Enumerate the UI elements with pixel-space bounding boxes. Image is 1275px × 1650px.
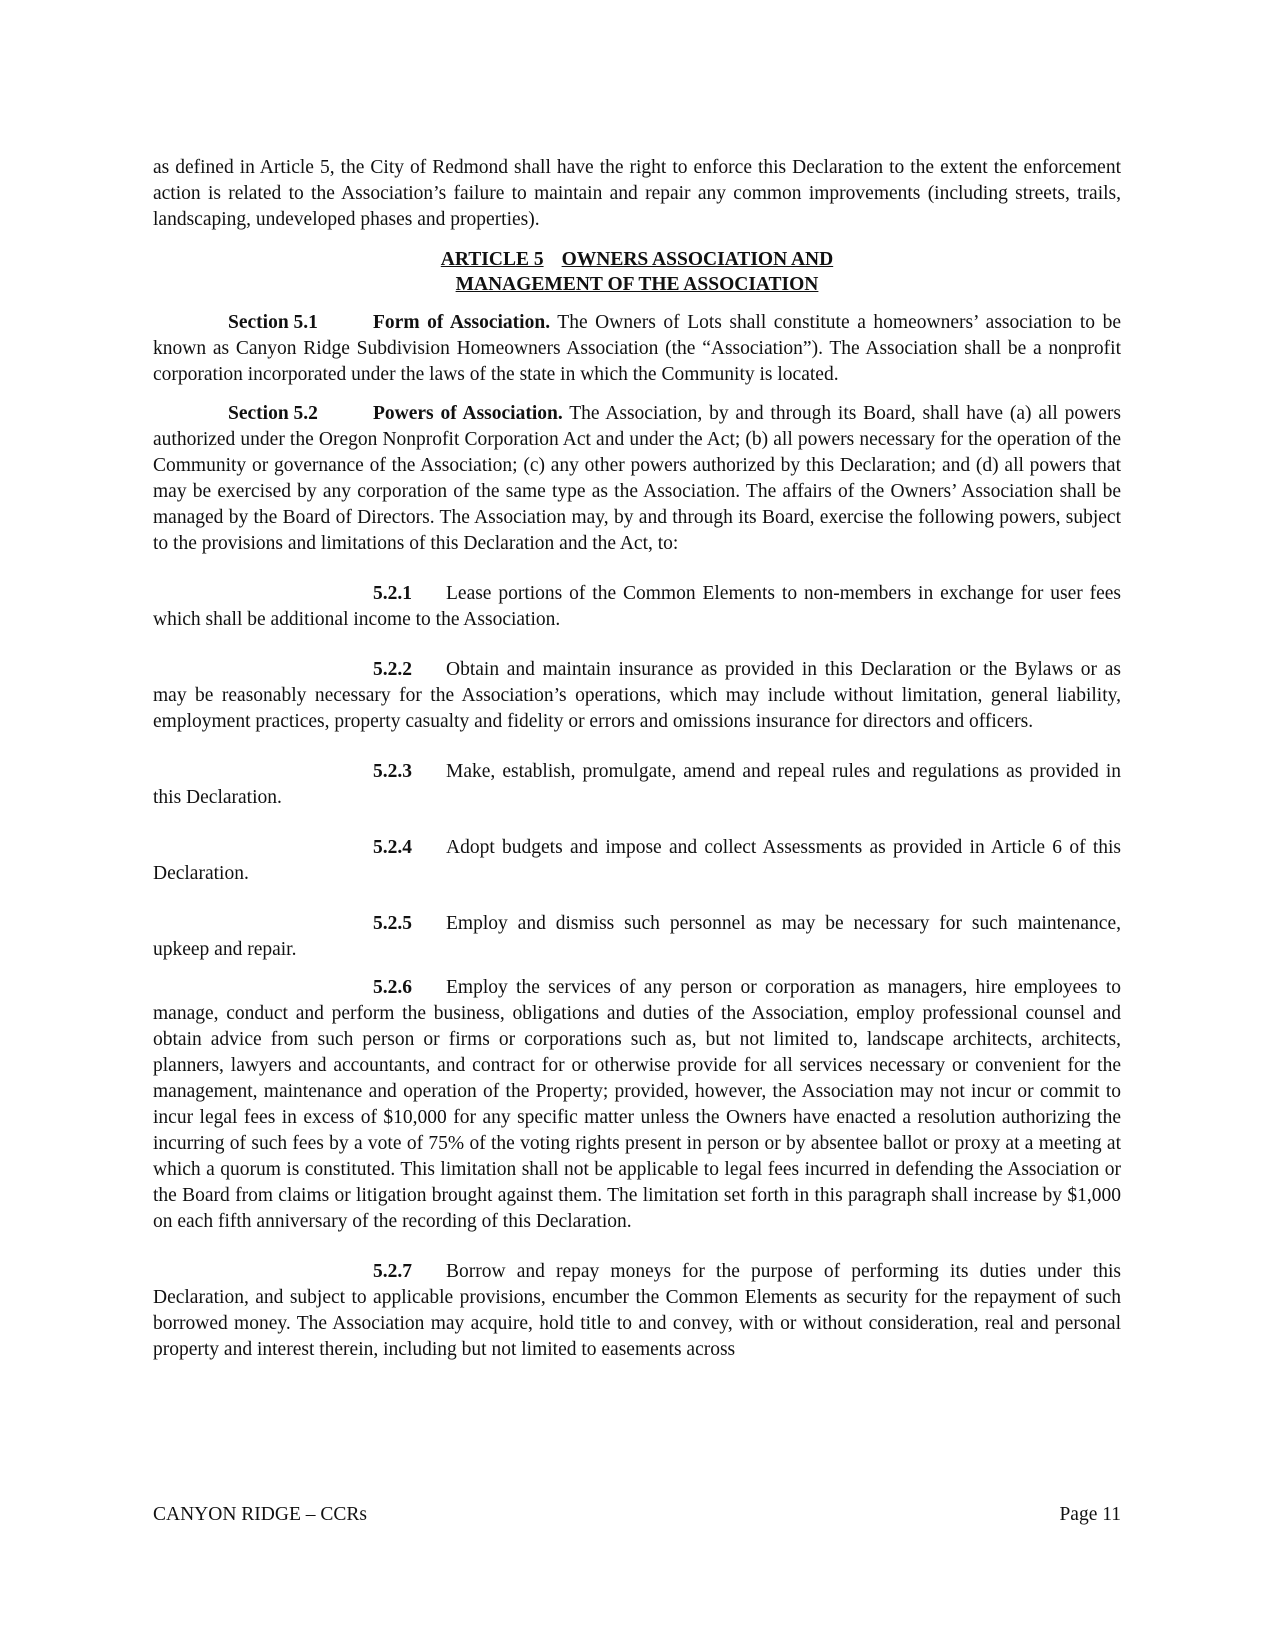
subsection-number: 5.2.2 (373, 659, 412, 680)
section-text: The Owners of Lots shall constitute a homeowners’ association to be known as Canyon Ridge Subdivision Homeowners Association (the “Association”). The Association shall be a nonprofit corporation incorporated under the laws of the state in which the Community is located. (153, 312, 1122, 385)
subsection-text: Employ and dismiss such personnel as may be necessary for such maintenance, upkeep and repair. (153, 913, 1121, 960)
subsection-text: Obtain and maintain insurance as provided in this Declaration or the Bylaws or as may be reasonably necessary for the Association’s operations, which may include without limitation, general liability, employment practices, property casualty and fidelity or errors and omissions insurance for directors and officers. (153, 659, 1121, 732)
section-number: Section 5.1 (228, 312, 318, 333)
section-paragraph (153, 401, 1121, 557)
subsection-text: Borrow and repay moneys for the purpose of performing its duties under this Declaration, and subject to applicable provisions, encumber the Common Elements as security for the repayment of such borrowed money. The Association may acquire, hold title to and convey, with or without consideration, real and personal property and interest therein, including but not limited to easements across (153, 1261, 1121, 1360)
subsection-text: Make, establish, promulgate, amend and repeal rules and regulations as provided in this Declaration. (153, 761, 1121, 808)
article-label: ARTICLE 5 (440, 249, 544, 270)
section-title: Form of Association. (373, 312, 551, 333)
footer-page-number: Page 11 (1059, 1504, 1121, 1525)
document-page (153, 155, 1121, 1363)
footer-document-name: CANYON RIDGE – CCRs (153, 1504, 367, 1525)
subsection-number: 5.2.4 (373, 837, 412, 858)
subsection-number: 5.2.3 (373, 761, 412, 782)
subsection-paragraph (153, 975, 1121, 1235)
subsection-paragraph (153, 1259, 1121, 1363)
subsection-text: Adopt budgets and impose and collect Assessments as provided in Article 6 of this Declaration. (153, 837, 1121, 884)
subsection-number: 5.2.7 (373, 1261, 412, 1282)
subsection-paragraph (153, 657, 1121, 735)
subsection-paragraph (153, 759, 1121, 811)
subsection-text: Lease portions of the Common Elements to non-members in exchange for user fees which shall be additional income to the Association. (153, 583, 1121, 630)
section-number: Section 5.2 (228, 403, 318, 424)
subsection-text: Employ the services of any person or corporation as managers, hire employees to manage, conduct and perform the business, obligations and duties of the Association, employ professional counsel and obtain advice from such person or firms or corporations such as, but not limited to, landscape architects, architects, planners, lawyers and accountants, and contract for or otherwise provide for all services necessary or convenient for the management, maintenance and operation of the Property; provided, however, the Association may not incur or commit to incur legal fees in excess of $10,000 for any specific matter unless the Owners have enacted a resolution authorizing the incurring of such fees by a vote of 75% of the voting rights present in person or by absentee ballot or proxy at a meeting at which a quorum is constituted. This limitation shall not be applicable to legal fees incurred in defending the Association or the Board from claims or litigation brought against them. The limitation set forth in this paragraph shall increase by $1,000 on each fifth anniversary of the recording of this Declaration. (153, 977, 1121, 1232)
article-title-line2: MANAGEMENT OF THE ASSOCIATION (455, 274, 819, 295)
article-heading-line1 (153, 247, 1121, 272)
top-paragraph: as defined in Article 5, the City of Redmond shall have the right to enforce this Declaration to the extent the enforcement action is related to the Association’s failure to maintain and repair any common improvements (including streets, trails, landscaping, undeveloped phases and properties). (153, 157, 1121, 230)
section-title: Powers of Association. (373, 403, 563, 424)
subsection-paragraph (153, 911, 1121, 963)
page-footer (153, 1502, 1121, 1528)
section-text: The Association, by and through its Board, shall have (a) all powers authorized under the Oregon Nonprofit Corporation Act and under the Act; (b) all powers necessary for the operation of the Community or governance of the Association; (c) any other powers authorized by this Declaration; and (d) all powers that may be exercised by any corporation of the same type as the Association. The affairs of the Owners’ Association shall be managed by the Board of Directors. The Association may, by and through its Board, exercise the following powers, subject to the provisions and limitations of this Declaration and the Act, to: (153, 403, 1121, 554)
section-paragraph (153, 310, 1121, 388)
subsection-number: 5.2.6 (373, 977, 412, 998)
subsection-paragraph (153, 835, 1121, 887)
article-heading (153, 247, 1121, 297)
subsection-paragraph (153, 581, 1121, 633)
article-title-line1: OWNERS ASSOCIATION AND (561, 249, 834, 270)
subsection-number: 5.2.5 (373, 913, 412, 934)
subsection-number: 5.2.1 (373, 583, 412, 604)
